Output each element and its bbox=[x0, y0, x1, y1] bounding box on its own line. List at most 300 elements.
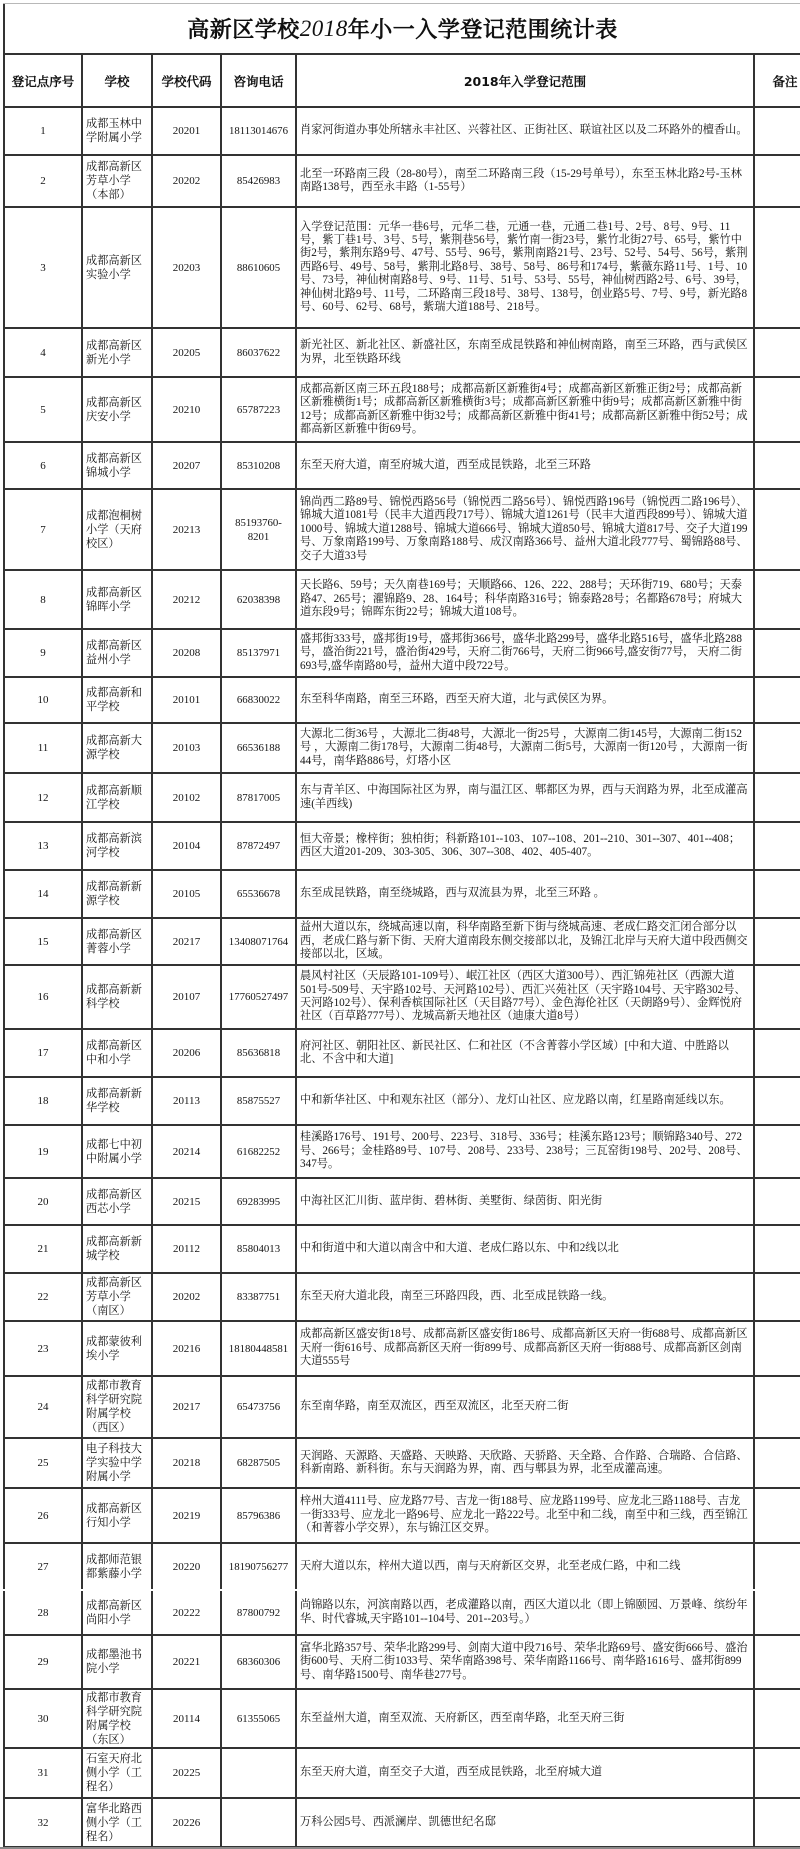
seq-cell bbox=[3, 1078, 81, 1124]
seq-cell bbox=[3, 443, 81, 488]
code-cell bbox=[151, 1749, 220, 1797]
school-name: 成都高新区新光小学 bbox=[86, 339, 142, 366]
table-row bbox=[3, 1636, 800, 1690]
range-cell bbox=[295, 630, 753, 676]
seq-number: 2 bbox=[40, 175, 46, 187]
seq-cell bbox=[3, 1636, 81, 1688]
enrollment-range: 大源北二街36号 ，大源北二街48号，大源北一街25号 ，大源南二街145号，大源南二街152号 ，大源南二街178号，大源南二街48号，大源南二街5号，大源南一街120号 ，大源南一街44号，南华路886号，灯塔小区 bbox=[300, 727, 748, 767]
table-row bbox=[3, 329, 800, 378]
phone-cell bbox=[220, 871, 295, 917]
school-name: 成都高新新源学校 bbox=[86, 881, 142, 907]
phone-number: 61355065 bbox=[236, 1712, 281, 1725]
phone-cell bbox=[220, 1749, 295, 1797]
table-row bbox=[3, 774, 800, 823]
code-cell bbox=[151, 108, 220, 154]
school-code: 20205 bbox=[172, 346, 201, 359]
phone-number: 85636818 bbox=[236, 1047, 281, 1059]
remark-cell bbox=[753, 378, 800, 441]
table-row bbox=[3, 1439, 800, 1489]
code-cell bbox=[151, 966, 220, 1028]
seq-number: 23 bbox=[37, 1342, 49, 1355]
phone-number: 83387751 bbox=[236, 1291, 281, 1303]
enrollment-range: 府河社区、朝阳社区、新民社区、仁和社区（不含菁蓉小学区域）[中和大道、中胜路以北、不含中和大道] bbox=[300, 1039, 729, 1065]
table-title bbox=[3, 4, 800, 53]
remark-cell bbox=[753, 1489, 800, 1542]
seq-cell bbox=[3, 1591, 81, 1634]
school-name: 成都高新区菁蓉小学 bbox=[86, 928, 142, 955]
enrollment-range: 梓州大道4111号、应龙路77号、吉龙一街188号、应龙路1199号、应龙北三路1188号、吉龙一街333号、应龙北一路96号、应龙北一路222号。北至中和二线，南至中和三线，西至锦江（和菁蓉小学交界），东与锦江区交界。 bbox=[300, 1495, 748, 1535]
seq-number: 19 bbox=[37, 1145, 49, 1158]
school-name: 成都高新新科学校 bbox=[86, 984, 142, 1010]
range-cell bbox=[295, 1636, 753, 1688]
enrollment-range: 富华北路357号、荣华北路299号、剑南大道中段716号、荣华北路69号、盛安街666号、盛治街600号、天府二街1033号、荣华南路398号、荣华南路1166号、南华路1616号、盛邦街899号、南华路1500号、南华巷277号。 bbox=[300, 1641, 748, 1681]
title-prefix: 高新区学校 bbox=[187, 18, 300, 43]
range-cell bbox=[295, 1322, 753, 1375]
range-cell bbox=[295, 966, 753, 1028]
phone-number: 17760527497 bbox=[228, 991, 289, 1003]
seq-number: 10 bbox=[37, 694, 49, 706]
school-name: 成都市教育科学研究院附属学校（西区） bbox=[86, 1380, 142, 1434]
title-suffix: 年小一入学登记范围统计表 bbox=[347, 18, 618, 43]
enrollment-range: 东至天府大道，南至府城大道，西至成昆铁路，北至三环路 bbox=[300, 458, 591, 471]
phone-cell bbox=[220, 1322, 295, 1375]
phone-cell bbox=[220, 1126, 295, 1177]
school-cell bbox=[81, 724, 151, 772]
seq-cell bbox=[3, 208, 81, 327]
header-range-label: 2018年入学登记范围 bbox=[463, 73, 587, 89]
seq-number: 13 bbox=[37, 840, 49, 852]
table-row bbox=[3, 1322, 800, 1377]
table-row bbox=[3, 678, 800, 724]
phone-cell bbox=[220, 966, 295, 1028]
range-cell bbox=[295, 1591, 753, 1634]
phone-number: 68287505 bbox=[236, 1457, 281, 1469]
school-name: 成都七中初中附属小学 bbox=[86, 1138, 142, 1165]
school-code: 20206 bbox=[172, 1047, 201, 1059]
school-code: 20216 bbox=[172, 1342, 201, 1355]
school-name: 成都泡桐树小学（天府校区） bbox=[86, 509, 142, 550]
range-cell bbox=[295, 1544, 753, 1589]
school-name: 成都高新新华学校 bbox=[86, 1088, 142, 1114]
remark-cell bbox=[753, 1226, 800, 1272]
code-cell bbox=[151, 1690, 220, 1747]
phone-number: 66536188 bbox=[236, 742, 281, 754]
remark-cell bbox=[753, 1799, 800, 1846]
header-school bbox=[81, 55, 151, 106]
seq-cell bbox=[3, 1377, 81, 1437]
remark-cell bbox=[753, 871, 800, 917]
school-name: 成都高新新城学校 bbox=[86, 1236, 142, 1262]
remark-cell bbox=[753, 1636, 800, 1688]
range-cell bbox=[295, 1274, 753, 1320]
school-name: 成都高新区中和小学 bbox=[86, 1040, 142, 1066]
remark-cell bbox=[753, 1377, 800, 1437]
enrollment-range: 入学登记范围：元华一巷6号，元华二巷，元通一巷，元通二巷1号、2号、8号、9号、11号，紫丁巷1号、3号、5号，紫荆巷56号，紫竹南一街23号，紫竹北街27号、65号，紫竹中街2号，紫荆东路9号、47号、55号、96号，紫荆南路21号、23号、52号、54号、56号，紫荆西路6号、49号、58号，紫荆北路8号、38号、58号、86号和174号，紫薇东路11号、1号、10号、73号，神仙树南路8号、9号、11号、51号、53号、55号，神仙树西路2号、6号、39号，神仙树北路9号、11号，二环路南三段18号、38号、138号，创业路5号、7号、9号，新光路8号、60号、62号、68号，紫瑞大道188号、218号。 bbox=[300, 220, 748, 314]
school-cell bbox=[81, 919, 151, 964]
school-name: 电子科技大学实验中学附属小学 bbox=[86, 1443, 142, 1483]
range-cell bbox=[295, 1799, 753, 1846]
school-code: 20207 bbox=[172, 459, 201, 472]
school-cell bbox=[81, 156, 151, 206]
seq-cell bbox=[3, 1799, 81, 1846]
enrollment-range: 锦尚西二路89号、锦悦西路56号（锦悦西二路56号）、锦悦西路196号（锦悦西二路196号）、锦城大道1081号（民丰大道西段717号）、锦城大道1261号（民丰大道西段899号）、锦城大道1000号、锦城大道1288号、锦城大道666号、锦城大道850号、锦城大道817号、交子大道199号、万象南路199号、万象南路188号、成汉南路366号、益州大道北段777号、蜀锦路88号、交子大道33号 bbox=[300, 495, 748, 562]
range-cell bbox=[295, 1179, 753, 1224]
phone-cell bbox=[220, 1439, 295, 1487]
phone-number: 65536678 bbox=[236, 888, 281, 900]
header-remark bbox=[753, 55, 800, 106]
school-name: 成都高新区尚阳小学 bbox=[86, 1599, 142, 1626]
table-row bbox=[3, 1377, 800, 1439]
table-row bbox=[3, 108, 800, 156]
phone-cell bbox=[220, 1489, 295, 1542]
school-code: 20214 bbox=[172, 1145, 201, 1158]
enrollment-range: 成都高新区南三环五段188号；成都高新区新雅街4号；成都高新区新雅正街2号；成都高新区新雅横街1号；成都高新区新雅横街3号；成都高新区新雅中街9号；成都高新区新雅中街12号；成都高新区新雅中街32号；成都高新区新雅中街41号；成都高新区新雅中街52号；成都高新区新雅中街69号。 bbox=[300, 382, 748, 435]
range-cell bbox=[295, 329, 753, 376]
table-row bbox=[3, 1591, 800, 1636]
phone-cell bbox=[220, 571, 295, 628]
enrollment-range: 东与青羊区、中海国际社区为界，南与温江区、郫都区为界，西与天润路为界，北至成灌高速(羊西线) bbox=[300, 784, 748, 810]
enrollment-range: 万科公园5号、西派澜岸、凯德世纪名邸 bbox=[300, 1815, 496, 1828]
phone-cell bbox=[220, 443, 295, 488]
remark-cell bbox=[753, 823, 800, 869]
school-cell bbox=[81, 871, 151, 917]
seq-cell bbox=[3, 1749, 81, 1797]
school-cell bbox=[81, 443, 151, 488]
phone-cell bbox=[220, 490, 295, 569]
school-name: 成都玉林中学附属小学 bbox=[86, 118, 142, 144]
school-cell bbox=[81, 1226, 151, 1272]
school-name: 成都高新区行知小学 bbox=[86, 1502, 142, 1529]
range-cell bbox=[295, 490, 753, 569]
phone-number: 87800792 bbox=[236, 1606, 281, 1619]
school-cell bbox=[81, 1544, 151, 1589]
remark-cell bbox=[753, 1690, 800, 1747]
school-code: 20222 bbox=[172, 1606, 201, 1619]
seq-number: 18 bbox=[37, 1095, 49, 1107]
header-code-label: 学校代码 bbox=[161, 73, 212, 89]
code-cell bbox=[151, 1179, 220, 1224]
range-cell bbox=[295, 1126, 753, 1177]
phone-cell bbox=[220, 919, 295, 964]
school-cell bbox=[81, 774, 151, 821]
phone-number: 65473756 bbox=[236, 1401, 281, 1413]
phone-number: 68360306 bbox=[236, 1656, 281, 1668]
range-cell bbox=[295, 1030, 753, 1076]
school-name: 成都高新区益州小学 bbox=[86, 640, 142, 666]
phone-number: 85137971 bbox=[236, 647, 281, 659]
code-cell bbox=[151, 1799, 220, 1846]
header-remark-label: 备注 bbox=[772, 73, 798, 89]
seq-number: 25 bbox=[37, 1457, 49, 1469]
school-name: 成都高新区锦城小学 bbox=[86, 452, 142, 479]
school-name: 成都高新区西芯小学 bbox=[86, 1188, 142, 1215]
school-name: 富华北路西侧小学（工程名） bbox=[86, 1802, 142, 1843]
range-cell bbox=[295, 1439, 753, 1487]
code-cell bbox=[151, 1377, 220, 1437]
school-code: 20101 bbox=[172, 694, 201, 706]
seq-number: 30 bbox=[37, 1712, 49, 1725]
table-row bbox=[3, 1274, 800, 1322]
school-code: 20217 bbox=[172, 935, 201, 948]
phone-number: 61682252 bbox=[236, 1145, 281, 1158]
remark-cell bbox=[753, 1749, 800, 1797]
header-school-label: 学校 bbox=[104, 73, 130, 89]
remark-cell bbox=[753, 1078, 800, 1124]
table-row bbox=[3, 966, 800, 1030]
phone-number: 87817005 bbox=[236, 791, 281, 804]
code-cell bbox=[151, 1439, 220, 1487]
enrollment-range: 新光社区、新北社区、新盛社区，东南至成昆铁路和神仙树南路，南至三环路，西与武侯区为界，北至铁路环线 bbox=[300, 339, 748, 365]
code-cell bbox=[151, 1030, 220, 1076]
enrollment-range: 天府大道以东，梓州大道以西，南与天府新区交界，北至老成仁路，中和二线 bbox=[300, 1559, 681, 1572]
enrollment-range: 中海社区汇川街、蓝岸街、碧林街、美墅街、绿茵街、阳光街 bbox=[300, 1194, 603, 1207]
phone-number: 18113014676 bbox=[229, 125, 288, 137]
phone-number: 85875527 bbox=[236, 1095, 281, 1107]
school-code: 20219 bbox=[172, 1509, 201, 1522]
school-code: 20201 bbox=[172, 125, 201, 137]
seq-number: 4 bbox=[40, 346, 46, 359]
code-cell bbox=[151, 1489, 220, 1542]
header-range bbox=[295, 55, 753, 106]
school-code: 20213 bbox=[172, 523, 201, 536]
seq-number: 3 bbox=[40, 261, 46, 274]
remark-cell bbox=[753, 329, 800, 376]
table-row bbox=[3, 378, 800, 443]
enrollment-range: 中和街道中和大道以南含中和大道、老成仁路以东、中和2线以北 bbox=[300, 1242, 619, 1255]
school-code: 20105 bbox=[172, 888, 201, 900]
school-name: 成都师范银都紫藤小学 bbox=[86, 1553, 142, 1580]
header-phone bbox=[220, 55, 295, 106]
table-row bbox=[3, 1226, 800, 1274]
enrollment-range: 东至科华南路，南至三环路，西至天府大道，北与武侯区为界。 bbox=[300, 693, 614, 706]
school-code: 20102 bbox=[172, 791, 201, 804]
phone-cell bbox=[220, 1799, 295, 1846]
seq-number: 16 bbox=[37, 991, 49, 1003]
seq-cell bbox=[3, 678, 81, 722]
school-cell bbox=[81, 966, 151, 1028]
phone-cell bbox=[220, 1078, 295, 1124]
seq-number: 11 bbox=[37, 742, 49, 754]
school-cell bbox=[81, 378, 151, 441]
phone-cell bbox=[220, 678, 295, 722]
code-cell bbox=[151, 1078, 220, 1124]
code-cell bbox=[151, 208, 220, 327]
enrollment-range: 成都高新区盛安街18号、成都高新区盛安街186号、成都高新区天府一街688号、成都高新区天府一街616号、成都高新区天府一街899号、成都高新区天府一街888号、成都高新区剑南大道555号 bbox=[300, 1328, 748, 1368]
table-row bbox=[3, 1749, 800, 1799]
remark-cell bbox=[753, 208, 800, 327]
school-code: 20221 bbox=[172, 1656, 201, 1668]
phone-number: 65787223 bbox=[236, 403, 281, 416]
seq-cell bbox=[3, 1274, 81, 1320]
school-name: 成都蒙彼利埃小学 bbox=[86, 1335, 142, 1362]
enrollment-range: 尚锦路以东，河滨南路以西，老成灌路以南，西区大道以北（即上锦颐园、万景峰、缤纷年华、时代睿城,天宇路101--104号、201--203号。） bbox=[300, 1599, 748, 1625]
school-name: 成都高新顺江学校 bbox=[86, 784, 142, 811]
seq-number: 20 bbox=[37, 1195, 49, 1208]
remark-cell bbox=[753, 774, 800, 821]
seq-cell bbox=[3, 108, 81, 154]
table-row bbox=[3, 571, 800, 630]
range-cell bbox=[295, 1078, 753, 1124]
phone-number: 18180448581 bbox=[228, 1342, 289, 1355]
code-cell bbox=[151, 1591, 220, 1634]
range-cell bbox=[295, 1749, 753, 1797]
phone-number: 85426983 bbox=[236, 175, 281, 187]
phone-cell bbox=[220, 1690, 295, 1747]
phone-cell bbox=[220, 1544, 295, 1589]
school-cell bbox=[81, 1030, 151, 1076]
code-cell bbox=[151, 1274, 220, 1320]
enrollment-range: 桂溪路176号、191号、200号、223号、318号、336号；桂溪东路123号；顺锦路340号、272号、266号；金桂路89号、107号、208号、233号、238号；三瓦窑街198号、202号、208号、347号。 bbox=[300, 1131, 748, 1171]
phone-number: 85804013 bbox=[236, 1243, 281, 1255]
seq-cell bbox=[3, 1439, 81, 1487]
code-cell bbox=[151, 1544, 220, 1589]
range-cell bbox=[295, 443, 753, 488]
seq-number: 6 bbox=[40, 459, 46, 472]
school-code: 20210 bbox=[172, 403, 201, 416]
school-code: 20202 bbox=[172, 1291, 201, 1303]
school-code: 20203 bbox=[172, 261, 201, 274]
table-row bbox=[3, 1690, 800, 1749]
seq-cell bbox=[3, 490, 81, 569]
code-cell bbox=[151, 443, 220, 488]
school-cell bbox=[81, 1078, 151, 1124]
school-cell bbox=[81, 490, 151, 569]
seq-number: 31 bbox=[37, 1767, 49, 1779]
code-cell bbox=[151, 378, 220, 441]
enrollment-range: 晨风村社区（天辰路101-109号）、岷江社区（西区大道300号）、西汇锦苑社区（西源大道501号-509号、天宇路102号、天河路102号）、西汇兴苑社区（天宇路104号、天宇路302号、天河路102号）、保利香槟国际社区（天目路77号）、金色海伦社区（天朗路9号）、金辉悦府社区（百草路777号）、龙城高新天地社区（迪康大道8号） bbox=[300, 970, 746, 1023]
phone-cell bbox=[220, 156, 295, 206]
seq-cell bbox=[3, 329, 81, 376]
enrollment-range: 东至天府大道，南至交子大道，西至成昆铁路，北至府城大道 bbox=[300, 1766, 603, 1779]
table-row bbox=[3, 871, 800, 919]
school-cell bbox=[81, 1377, 151, 1437]
seq-cell bbox=[3, 724, 81, 772]
seq-cell bbox=[3, 1226, 81, 1272]
remark-cell bbox=[753, 1322, 800, 1375]
phone-cell bbox=[220, 724, 295, 772]
seq-cell bbox=[3, 571, 81, 628]
seq-cell bbox=[3, 1126, 81, 1177]
seq-number: 14 bbox=[37, 888, 49, 900]
enrollment-range: 天长路6、59号；天久南巷169号；天顺路66、126、222、288号；天环街719、680号；天泰路47、265号；濯锦路9、28、164号；科华南路316号；锦泰路28号；名都路678号；府城大道东段9号；锦晖东街22号；锦城大道108号。 bbox=[300, 579, 742, 619]
school-name: 石室天府北侧小学（工程名） bbox=[86, 1753, 142, 1793]
enrollment-range: 中和新华社区、中和观东社区（部分）、龙灯山社区、应龙路以南，红星路南延线以东。 bbox=[300, 1094, 731, 1107]
enrollment-range: 益州大道以东，绕城高速以南，科华南路至新下街与绕城高速、老成仁路交汇闭合部分以西，老成仁路与新下街、天府大道南段东侧交接部以北，及锦江北岸与天府大道中段西侧交接部以北，区域。 bbox=[300, 921, 748, 961]
school-code: 20220 bbox=[172, 1560, 201, 1573]
seq-number: 29 bbox=[37, 1656, 49, 1668]
table-row bbox=[3, 208, 800, 329]
phone-number: 85193760-8201 bbox=[235, 516, 282, 543]
enrollment-range: 北至一环路南三段（28-80号），南至二环路南三段（15-29号单号），东至玉林北路2号-玉林南路138号，西至永丰路（1-55号） bbox=[300, 167, 742, 193]
school-code: 20112 bbox=[172, 1243, 201, 1255]
school-code: 20217 bbox=[172, 1401, 201, 1413]
phone-cell bbox=[220, 1030, 295, 1076]
school-cell bbox=[81, 1179, 151, 1224]
school-name: 成都墨池书院小学 bbox=[86, 1649, 142, 1675]
phone-cell bbox=[220, 1226, 295, 1272]
enrollment-range: 肖家河街道办事处所辖永丰社区、兴蓉社区、正街社区、联谊社区以及二环路外的檀香山。 bbox=[300, 124, 748, 137]
phone-cell bbox=[220, 1636, 295, 1688]
school-name: 成都市教育科学研究院附属学校（东区） bbox=[86, 1691, 142, 1746]
table-row bbox=[3, 1078, 800, 1126]
seq-cell bbox=[3, 1489, 81, 1542]
enrollment-range: 盛邦街333号，盛邦街19号，盛邦街366号，盛华北路299号，盛华北路516号，盛华北路288号，盛治街221号，盛治街429号，天府二街766号，天府二街966号,盛安街77号， 天府二街693号,盛华南路80号，益州大道中段722号。 bbox=[300, 632, 742, 672]
school-cell bbox=[81, 1489, 151, 1542]
seq-number: 24 bbox=[37, 1401, 49, 1413]
school-name: 成都高新和平学校 bbox=[86, 687, 142, 713]
remark-cell bbox=[753, 571, 800, 628]
school-cell bbox=[81, 571, 151, 628]
table-row bbox=[3, 156, 800, 208]
code-cell bbox=[151, 678, 220, 722]
school-name: 成都高新区锦晖小学 bbox=[86, 586, 142, 613]
school-cell bbox=[81, 1799, 151, 1846]
school-cell bbox=[81, 208, 151, 327]
table-header-row bbox=[3, 53, 800, 108]
seq-number: 28 bbox=[37, 1606, 49, 1619]
remark-cell bbox=[753, 630, 800, 676]
code-cell bbox=[151, 919, 220, 964]
phone-number: 69283995 bbox=[236, 1195, 281, 1208]
range-cell bbox=[295, 156, 753, 206]
school-code: 20104 bbox=[172, 840, 201, 852]
range-cell bbox=[295, 871, 753, 917]
school-name: 成都高新滨河学校 bbox=[86, 833, 142, 859]
enrollment-range: 恒大帝景；橡梓街；独柏街；科新路101--103、107--108、201--210、301--307、401--408；西区大道201-209、303-305、306、307--308、402、405-407。 bbox=[300, 832, 741, 858]
school-cell bbox=[81, 1439, 151, 1487]
range-cell bbox=[295, 724, 753, 772]
table-row bbox=[3, 823, 800, 871]
table-body bbox=[3, 108, 800, 1848]
range-cell bbox=[295, 823, 753, 869]
seq-number: 15 bbox=[37, 935, 49, 948]
seq-number: 21 bbox=[37, 1243, 49, 1255]
school-code: 20215 bbox=[172, 1195, 201, 1208]
school-cell bbox=[81, 1690, 151, 1747]
seq-cell bbox=[3, 823, 81, 869]
seq-cell bbox=[3, 1030, 81, 1076]
range-cell bbox=[295, 1690, 753, 1747]
school-code: 20113 bbox=[172, 1095, 201, 1107]
code-cell bbox=[151, 329, 220, 376]
range-cell bbox=[295, 378, 753, 441]
school-cell bbox=[81, 678, 151, 722]
table-row bbox=[3, 1030, 800, 1078]
seq-number: 22 bbox=[37, 1291, 49, 1303]
seq-number: 27 bbox=[37, 1560, 49, 1573]
remark-cell bbox=[753, 1591, 800, 1634]
code-cell bbox=[151, 490, 220, 569]
code-cell bbox=[151, 724, 220, 772]
school-name: 成都高新大源学校 bbox=[86, 735, 142, 761]
phone-cell bbox=[220, 823, 295, 869]
school-code: 20225 bbox=[172, 1767, 201, 1779]
code-cell bbox=[151, 774, 220, 821]
header-seq bbox=[3, 55, 81, 106]
code-cell bbox=[151, 1126, 220, 1177]
title-year: 2018 bbox=[299, 15, 348, 41]
school-cell bbox=[81, 329, 151, 376]
remark-cell bbox=[753, 1544, 800, 1589]
remark-cell bbox=[753, 1439, 800, 1487]
school-code: 20226 bbox=[172, 1816, 201, 1829]
phone-number: 66830022 bbox=[236, 694, 281, 706]
table-row bbox=[3, 724, 800, 774]
remark-cell bbox=[753, 1179, 800, 1224]
seq-number: 1 bbox=[40, 125, 46, 137]
table-row bbox=[3, 1489, 800, 1544]
school-code: 20107 bbox=[172, 991, 201, 1003]
